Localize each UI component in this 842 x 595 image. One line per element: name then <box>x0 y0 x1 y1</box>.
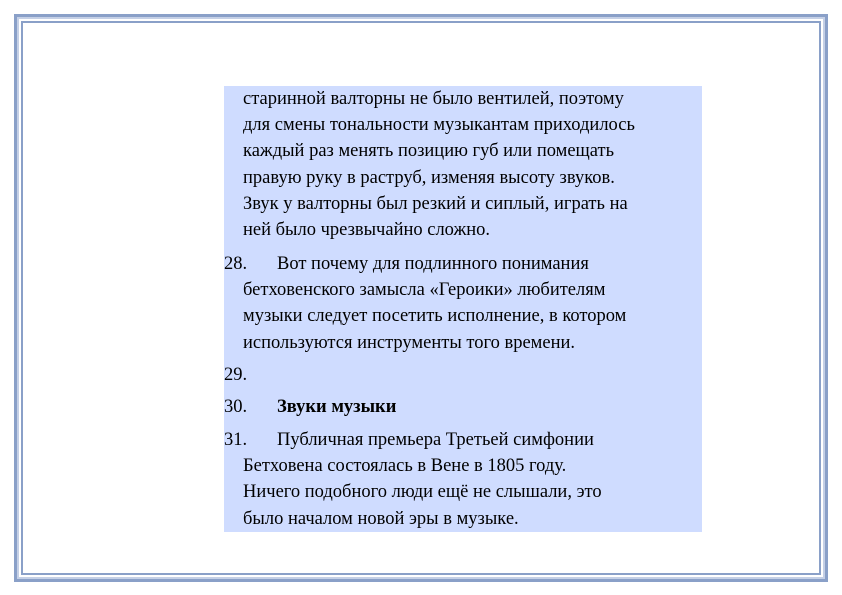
continuation-paragraph <box>224 86 702 243</box>
text-line: используются инструменты того времени. <box>243 332 576 353</box>
text-line: каждый раз менять позицию губ или помещать <box>243 141 615 162</box>
paragraph-28 <box>224 251 702 356</box>
text-line: правую руку в раструб, изменяя высоту звуков. <box>243 167 615 188</box>
text-line: ней было чрезвычайно сложно. <box>243 220 491 241</box>
text-line: Вот почему для подлинного понимания <box>277 254 589 274</box>
paragraph-number: 28. <box>224 254 248 274</box>
text-block <box>224 86 702 532</box>
text-line: Звук у валторны был резкий и сиплый, играть на <box>243 193 628 214</box>
paragraph-number: 31. <box>224 430 248 450</box>
text-line: старинной валторны не было вентилей, поэтому <box>243 89 624 109</box>
text-line: бетховенского замысла «Героики» любителям <box>243 280 606 301</box>
text-line: Публичная премьера Третьей симфонии <box>277 430 594 450</box>
text-line: для смены тональности музыкантам приходилось <box>243 115 635 136</box>
paragraph-number: 29. <box>224 365 248 385</box>
paragraph-number: 30. <box>224 397 248 417</box>
text-line: было началом новой эры в музыке. <box>243 508 519 529</box>
text-line: Ничего подобного люди ещё не слышали, это <box>243 482 602 503</box>
text-line: музыки следует посетить исполнение, в котором <box>243 306 627 327</box>
section-heading: Звуки музыки <box>277 397 397 417</box>
text-line: Бетховена состоялась в Вене в 1805 году. <box>243 456 567 477</box>
paragraph-31 <box>224 427 702 532</box>
paragraph-30 <box>224 394 702 420</box>
